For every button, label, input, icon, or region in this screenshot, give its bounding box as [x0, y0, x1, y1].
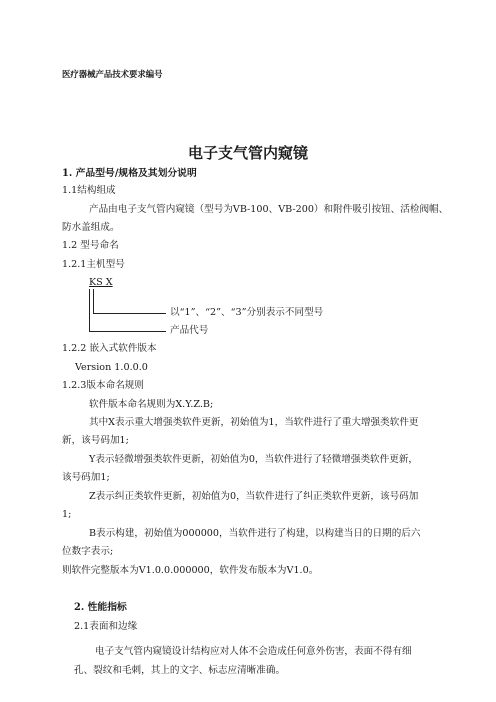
model-code-bracket-ks	[89, 289, 166, 332]
section-1-2-1-heading: 1.2.1主机型号	[62, 259, 125, 270]
rule-b-line2: 位数字表示;	[62, 546, 114, 557]
section-1-2-3-heading: 1.2.3版本命名规则	[62, 380, 144, 391]
section-2-1-text-line1: 电子支气管内窥镜设计结构应对人体不会造成任何意外伤害，表面不得有细	[95, 646, 412, 657]
document-code-label: 医疗器械产品技术要求编号	[62, 69, 163, 79]
rule-x-line2: 新，该号码加1;	[62, 435, 129, 446]
software-version: Version 1.0.0.0	[75, 362, 148, 373]
section-1-2-heading: 1.2 型号命名	[62, 240, 119, 251]
section-1-heading: 1. 产品型号/规格及其划分说明	[62, 168, 197, 179]
section-2-1-text-line2: 孔、裂纹和毛刺，其上的文字、标志应清晰准确。	[74, 665, 286, 676]
naming-rule-intro: 软件版本命名规则为X.Y.Z.B;	[89, 399, 214, 410]
section-1-1-heading: 1.1结构组成	[62, 185, 116, 196]
full-version-rule: 则软件完整版本为V1.0.0.000000，软件发布版本为V1.0。	[62, 565, 319, 576]
model-code: KS X	[89, 277, 113, 288]
section-2-1-heading: 2.1表面和边缘	[74, 621, 138, 632]
document-title: 电子支气管内窥镜	[187, 144, 308, 162]
model-note-code: 产品代号	[170, 325, 209, 336]
rule-y-line2: 该号码加1;	[62, 472, 110, 483]
model-note-type: 以“1”、“2”、“3”分别表示不同型号	[170, 307, 324, 318]
section-2-heading: 2. 性能指标	[74, 602, 127, 613]
rule-z-line1: Z表示纠正类软件更新，初始值为0，当软件进行了纠正类软件更新，该号码加	[89, 491, 419, 502]
section-1-1-text-line1: 产品由电子支气管内窥镜（型号为VB-100、VB-200）和附件吸引按钮、活检阀帽、	[89, 204, 449, 215]
section-1-1-text-line2: 防水盖组成。	[62, 222, 120, 233]
rule-z-line2: 1;	[62, 509, 72, 520]
rule-y-line1: Y表示轻微增强类软件更新，初始值为0，当软件进行了轻微增强类软件更新，	[89, 454, 419, 465]
section-1-2-2-heading: 1.2.2 嵌入式软件版本	[62, 343, 157, 354]
rule-x-line1: 其中X表示重大增强类软件更新，初始值为1，当软件进行了重大增强类软件更	[89, 417, 419, 428]
rule-b-line1: B表示构建，初始值为000000，当软件进行了构建，以构建当日的日期的后六	[89, 528, 421, 539]
